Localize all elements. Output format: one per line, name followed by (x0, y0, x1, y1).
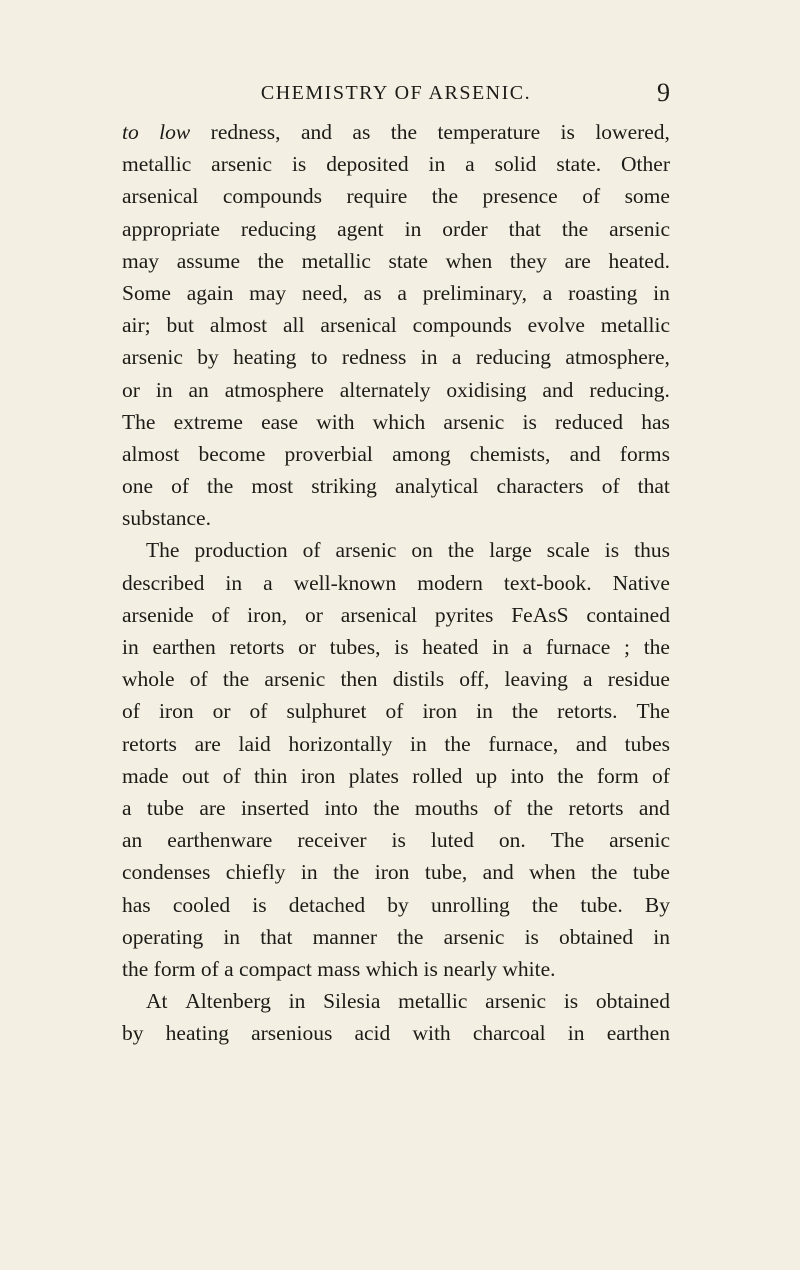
word: of (652, 763, 670, 788)
word: chiefly (225, 860, 286, 885)
word: then (340, 667, 378, 692)
word: horizontally (288, 731, 393, 756)
text-line (122, 695, 670, 727)
word: an (122, 828, 143, 853)
text-line (122, 438, 670, 470)
word: a (542, 280, 553, 305)
word: The (122, 409, 156, 434)
word: detached (288, 892, 366, 917)
word: presence (482, 184, 558, 209)
running-header (122, 78, 670, 108)
word: agent (337, 216, 384, 241)
word: in (567, 1021, 585, 1046)
word: form (153, 956, 201, 981)
word: that (508, 216, 541, 241)
word: proverbial (284, 441, 373, 466)
word: heated (422, 635, 479, 659)
word: of (189, 667, 208, 692)
word: are (564, 248, 591, 273)
word: as (352, 120, 371, 144)
word: forms (619, 441, 670, 466)
word: in (300, 860, 318, 885)
word: that (637, 474, 670, 499)
word: arsenic (443, 924, 505, 949)
text-line (122, 470, 670, 502)
word: nearly (443, 956, 503, 981)
word: pyrites (434, 602, 494, 627)
word: scale (546, 538, 590, 563)
word: they (509, 248, 547, 273)
word: FeAsS (511, 602, 569, 627)
word: furnace, (488, 731, 559, 756)
word: of (171, 474, 189, 499)
word: the (557, 763, 584, 788)
text-line (122, 502, 670, 534)
word: almost (122, 441, 180, 466)
word: reducing. (589, 377, 670, 402)
word: on. (498, 828, 526, 853)
text-line (122, 213, 670, 245)
word: the (222, 667, 250, 692)
word: obtained (595, 989, 670, 1014)
word: manner (312, 924, 378, 949)
text-line (122, 728, 670, 760)
word: or (212, 699, 231, 724)
word: white. (502, 956, 556, 981)
word: compounds (222, 184, 322, 209)
word: heating (233, 345, 297, 370)
word: arsenic (443, 409, 505, 434)
text-line (122, 567, 670, 599)
word: metallic (600, 313, 670, 338)
word: a (397, 280, 407, 305)
word: tubes, (329, 635, 381, 659)
word: almost (209, 313, 268, 338)
word: are (199, 795, 226, 820)
word: may (122, 248, 160, 273)
word: the (257, 248, 284, 273)
word: production (194, 538, 288, 563)
word: a (122, 795, 132, 820)
word: heating (165, 1021, 229, 1046)
text-line (122, 534, 670, 566)
word: of (211, 602, 230, 627)
word: and (575, 731, 607, 756)
word: metallic (398, 989, 468, 1014)
word: into (510, 763, 544, 788)
word: ease (261, 409, 299, 434)
word: condenses (122, 860, 211, 885)
word: is (522, 409, 537, 434)
word: among (392, 441, 451, 466)
word: or (304, 602, 323, 627)
word: of (222, 763, 241, 788)
word: earthen (152, 635, 216, 659)
word: with (412, 1021, 451, 1046)
word: which (372, 409, 426, 434)
text-line (122, 953, 670, 985)
word: of (601, 474, 620, 499)
word: earthenware (167, 828, 273, 853)
word: tube (146, 795, 184, 820)
word: become (198, 441, 266, 466)
word: arsenide (122, 602, 194, 627)
word: Native (612, 570, 670, 595)
word: and (638, 795, 670, 820)
word: reducing (475, 345, 552, 370)
word: Altenberg (185, 989, 271, 1014)
text-line (122, 245, 670, 277)
word: oxidising (446, 377, 527, 402)
text-line (122, 631, 670, 663)
word: roasting (568, 280, 638, 305)
word: thus (634, 538, 670, 563)
word: one (122, 474, 154, 499)
word: has (641, 409, 670, 434)
word: of (385, 699, 404, 724)
word: a (451, 345, 462, 370)
word: of (302, 538, 321, 563)
word: laid (238, 731, 271, 756)
word: mouths (414, 795, 479, 820)
word: charcoal (472, 1021, 546, 1046)
word: solid (494, 152, 537, 177)
word: arsenic (264, 667, 326, 692)
word: metallic (122, 152, 192, 177)
word: striking (311, 474, 377, 499)
word: the (397, 924, 424, 949)
text-line (122, 116, 670, 148)
text-line (122, 309, 670, 341)
word: iron (374, 860, 410, 885)
word: iron, (247, 602, 288, 627)
text-line (122, 374, 670, 406)
word: state (388, 248, 428, 273)
word: is (394, 635, 409, 659)
word: retorts (229, 635, 285, 659)
text-line (122, 277, 670, 309)
word: tube, (424, 860, 468, 885)
word: that (260, 924, 293, 949)
word: and (482, 860, 514, 885)
word: of (122, 699, 140, 724)
word: arsenical (320, 313, 397, 338)
word: substance. (122, 506, 211, 531)
word: order (442, 216, 488, 241)
word: arsenic (609, 216, 670, 241)
text-line (122, 760, 670, 792)
word: the (526, 795, 554, 820)
word: retorts (122, 731, 177, 756)
word: is (563, 989, 579, 1014)
word: by (387, 892, 409, 917)
word: tube (632, 860, 670, 885)
word: assume (176, 248, 240, 273)
word: but (166, 313, 194, 338)
word: arsenic (211, 152, 273, 177)
word: atmosphere, (565, 345, 670, 370)
word: in (223, 924, 241, 949)
word: is (291, 152, 307, 177)
word: arsenic (609, 828, 670, 853)
page-number: 9 (657, 78, 670, 107)
word: and (542, 377, 574, 402)
word: ; (624, 635, 630, 659)
word: appropriate (122, 216, 220, 241)
word: is (604, 538, 620, 563)
word: a (224, 956, 240, 981)
word: arsenious (251, 1021, 333, 1046)
word: sulphuret (286, 699, 367, 724)
word: in (476, 699, 493, 724)
word: in (420, 345, 438, 370)
word: or (122, 377, 140, 402)
running-title: CHEMISTRY OF ARSENIC. (260, 82, 532, 104)
word: on (411, 538, 433, 563)
word: modern (417, 570, 483, 595)
word: arsenical (340, 602, 418, 627)
word: when (445, 248, 493, 273)
word: thin (253, 763, 288, 788)
word: when (529, 860, 576, 885)
word: the (447, 538, 475, 563)
text-line (122, 792, 670, 824)
word: arsenic (485, 989, 547, 1014)
word: up (475, 763, 498, 788)
word: most (251, 474, 294, 499)
text-line (122, 985, 670, 1017)
word: furnace (545, 635, 611, 659)
word: unrolling (430, 892, 510, 917)
word: retorts (568, 795, 624, 820)
word: low (159, 120, 191, 144)
word: are (194, 731, 221, 756)
word: iron (300, 763, 336, 788)
word: By (644, 892, 670, 917)
word: Other (621, 152, 670, 177)
word: chemists, (469, 441, 551, 466)
text-line (122, 148, 670, 180)
word: an (188, 377, 209, 402)
text-line (122, 599, 670, 631)
word: all (283, 313, 305, 338)
word: in (404, 216, 422, 241)
word: the (511, 699, 539, 724)
word: alternately (339, 377, 431, 402)
word: large (489, 538, 532, 563)
word: has (122, 892, 151, 917)
word: heated. (608, 248, 670, 273)
word: the (591, 860, 618, 885)
word: is (252, 892, 267, 917)
word: in (428, 152, 446, 177)
word: temperature (437, 120, 541, 144)
text-line (122, 663, 670, 695)
word: retorts. (557, 699, 618, 724)
word: atmosphere (224, 377, 324, 402)
word: a (263, 570, 273, 595)
word: tube. (580, 892, 623, 917)
word: plates (348, 763, 399, 788)
word: luted (430, 828, 474, 853)
word: state. (556, 152, 602, 177)
word: is (560, 120, 575, 144)
word: redness, (210, 120, 281, 144)
word: as (363, 280, 382, 305)
word: arsenic (122, 345, 183, 370)
word: of (249, 699, 268, 724)
text-line (122, 889, 670, 921)
word: The (146, 538, 180, 563)
word: need, (301, 280, 348, 305)
word: well-known (293, 570, 397, 595)
word: in (410, 731, 427, 756)
word: a (522, 635, 533, 659)
word: the (390, 120, 418, 144)
word: contained (586, 602, 670, 627)
word: out (181, 763, 210, 788)
word: again (186, 280, 234, 305)
word: is (391, 828, 406, 853)
text-line (122, 406, 670, 438)
word: made (122, 763, 169, 788)
word: deposited (326, 152, 409, 177)
word: and (569, 441, 601, 466)
word: Some (122, 280, 171, 305)
word: Silesia (323, 989, 381, 1014)
word: lowered, (595, 120, 670, 144)
word: preliminary, (422, 280, 527, 305)
body-text (122, 116, 670, 1049)
text-line (122, 1017, 670, 1049)
word: the (643, 635, 670, 659)
word: reduced (555, 409, 624, 434)
word: obtained (559, 924, 634, 949)
word: arsenical (122, 184, 199, 209)
text-line (122, 180, 670, 212)
word: of (200, 956, 225, 981)
word: rolled (412, 763, 463, 788)
word: compact (239, 956, 318, 981)
word: in (225, 570, 243, 595)
word: The (636, 699, 670, 724)
word: and (300, 120, 332, 144)
word: evolve (527, 313, 585, 338)
word: metallic (301, 248, 371, 273)
word: may (249, 280, 287, 305)
word: arsenic (335, 538, 397, 563)
word: inserted (240, 795, 310, 820)
word: the (122, 956, 154, 981)
word: some (624, 184, 670, 209)
word: with (316, 409, 355, 434)
word: analytical (394, 474, 479, 499)
word: off, (459, 667, 490, 692)
word: in (492, 635, 509, 659)
word: distils (392, 667, 445, 692)
word: redness (341, 345, 407, 370)
word: is (524, 924, 539, 949)
word: cooled (172, 892, 231, 917)
word: in (155, 377, 173, 402)
word: tubes (624, 731, 670, 756)
word: At (146, 989, 168, 1014)
text-line (122, 824, 670, 856)
word: the (561, 216, 589, 241)
word: the (531, 892, 559, 917)
word: to (310, 345, 328, 370)
word: operating (122, 924, 204, 949)
word: residue (607, 667, 670, 692)
text-line (122, 921, 670, 953)
word: in (653, 924, 670, 949)
word: by (122, 1021, 144, 1046)
word: by (197, 345, 219, 370)
word: which (365, 956, 424, 981)
word: of (582, 184, 601, 209)
word: reducing (240, 216, 317, 241)
word: is (423, 956, 444, 981)
word: characters (496, 474, 584, 499)
word: iron (422, 699, 458, 724)
word: iron (158, 699, 194, 724)
text-line (122, 341, 670, 373)
word: of (493, 795, 512, 820)
word: the (207, 474, 234, 499)
word: acid (354, 1021, 391, 1046)
word: the (444, 731, 471, 756)
word: form (596, 763, 639, 788)
word: air; (122, 313, 151, 338)
word: in (288, 989, 306, 1014)
word: whole (122, 667, 175, 692)
word: a (465, 152, 475, 177)
word: into (324, 795, 358, 820)
word: receiver (297, 828, 367, 853)
text-line (122, 856, 670, 888)
word: require (346, 184, 408, 209)
word: a (583, 667, 593, 692)
word: to (122, 120, 139, 144)
word: leaving (504, 667, 568, 692)
word: extreme (173, 409, 243, 434)
word: or (298, 635, 317, 659)
word: mass (317, 956, 366, 981)
word: in (653, 280, 670, 305)
word: earthen (606, 1021, 670, 1046)
word: described (122, 570, 205, 595)
word: compounds (412, 313, 512, 338)
word: the (431, 184, 459, 209)
word: in (122, 635, 139, 659)
word: The (550, 828, 585, 853)
word: text-book. (503, 570, 592, 595)
word: the (373, 795, 400, 820)
word: the (333, 860, 360, 885)
